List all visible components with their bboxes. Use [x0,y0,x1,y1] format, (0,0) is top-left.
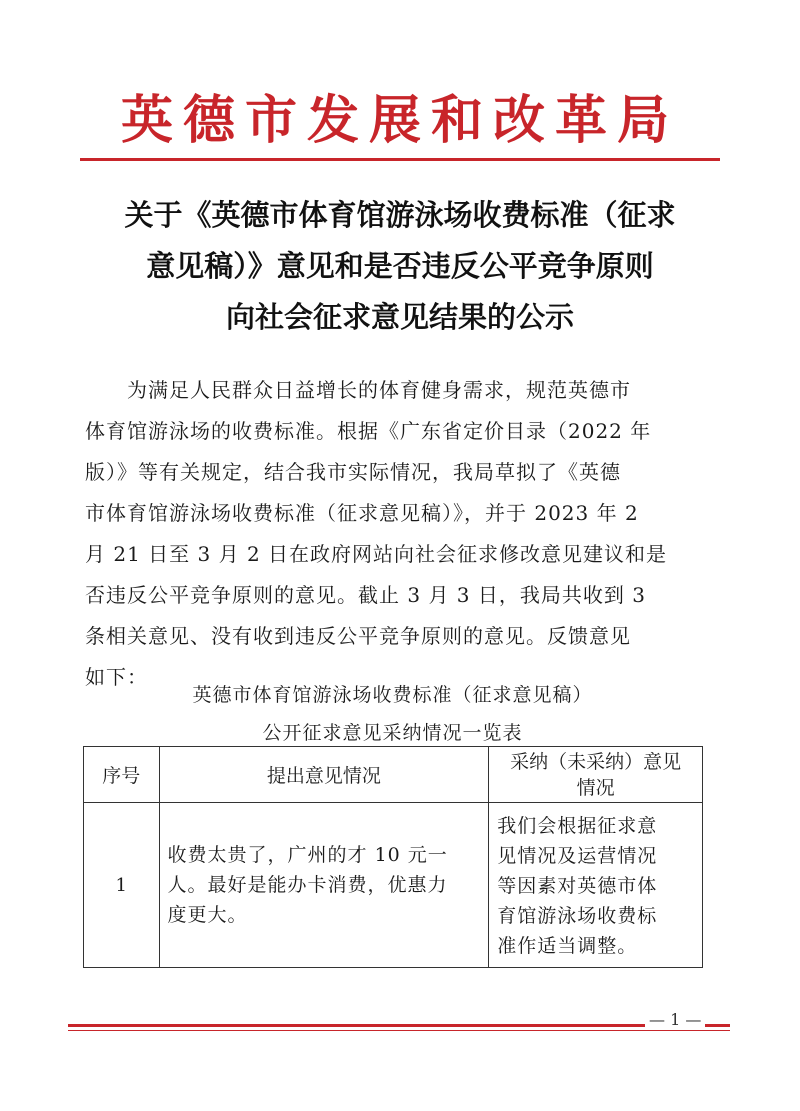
adoption-line: 等因素对英德市体 [497,875,658,897]
body-line: 月 21 日至 3 月 2 日在政府网站向社会征求修改意见建议和是 [85,542,668,566]
footer-red-rule [68,1024,730,1027]
adoption-line: 准作适当调整。 [497,935,638,957]
table-row [84,803,703,968]
opinions-table [83,746,703,968]
header-red-rule [80,158,720,161]
document-title-line-3: 向社会征求意见结果的公示 [225,300,574,334]
opinion-cell [159,803,489,968]
header-adoption-line-1: 采纳（未采纳）意见 [510,750,682,773]
table-header-row [84,747,703,803]
document-title-line-2: 意见稿）》意见和是否违反公平竞争原则 [146,249,654,283]
header-adoption-line-2: 情况 [576,776,615,799]
body-paragraph [85,370,700,698]
table-caption-line-2: 公开征求意见采纳情况一览表 [262,722,523,744]
body-line: 如下： [85,665,148,689]
document-title-line-1: 关于《英德市体育馆游泳场收费标准（征求 [124,198,676,232]
body-line: 条相关意见、没有收到违反公平竞争原则的意见。反馈意见 [85,624,631,648]
body-line: 市体育馆游泳场收费标准（征求意见稿）》，并于 2023 年 2 [85,501,639,525]
opinion-line: 收费太贵了，广州的才 10 元一 [167,844,448,866]
footer-red-rule-thin [68,1030,730,1031]
agency-header-title: 英德市发展和改革局 [120,90,679,151]
adoption-line: 见情况及运营情况 [497,845,658,867]
opinion-line: 人。最好是能办卡消费，优惠力 [167,874,448,896]
body-line: 体育馆游泳场的收费标准。根据《广东省定价目录（2022 年 [85,419,652,443]
row-number: 1 [84,803,160,968]
header-opinion: 提出意见情况 [159,747,489,803]
adoption-cell [489,803,703,968]
header-adoption [489,747,703,803]
body-line: 为满足人民群众日益增长的体育健身需求，规范英德市 [127,378,631,402]
header-no: 序号 [84,747,160,803]
body-line: 否违反公平竞争原则的意见。截止 3 月 3 日，我局共收到 3 [85,583,646,607]
adoption-line: 我们会根据征求意 [497,815,658,837]
document-title [70,190,730,343]
body-line: 版）》等有关规定，结合我市实际情况，我局草拟了《英德 [85,460,621,484]
opinion-line: 度更大。 [167,904,248,926]
table-caption-line-1: 英德市体育馆游泳场收费标准（征求意见稿） [192,684,593,706]
adoption-line: 育馆游泳场收费标 [497,905,658,927]
page-number: — 1 — [645,1010,705,1029]
